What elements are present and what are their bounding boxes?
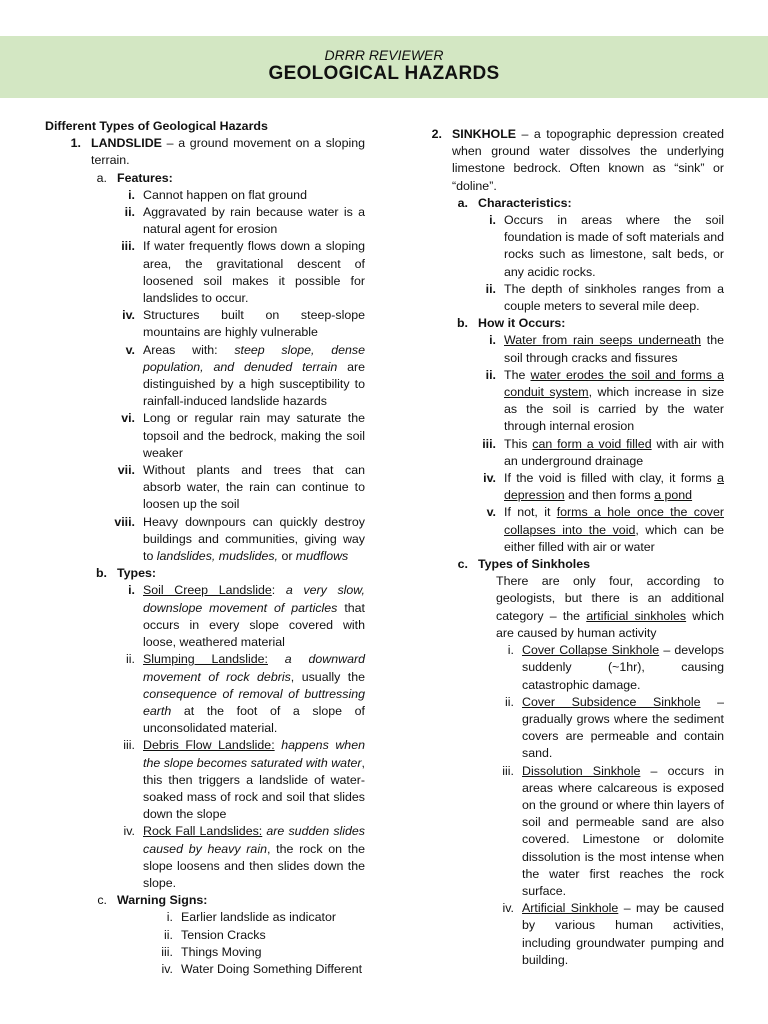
- list-item: ii. Tension Cracks: [164, 927, 266, 942]
- list-item: iii. Dissolution Sinkhole – occurs in areas where calcareous is exposed on the ground or where thin layers of soil and permeable sand are also covered. Limestone or dolomite dissolution is the most intense when the water first reaches the rock surface.: [502, 763, 724, 898]
- document-header: [0, 36, 768, 98]
- list-item: iv. Water Doing Something Different: [161, 961, 363, 976]
- document-subtitle: DRRR REVIEWER: [324, 47, 444, 63]
- list-item: vii. Without plants and trees that can absorb water, the rain can continue to loosen up the soil: [117, 463, 365, 512]
- section-heading: Different Types of Geological Hazards: [45, 119, 268, 133]
- list-item: ii. The depth of sinkholes ranges from a couple meters to several mile deep.: [485, 281, 724, 314]
- list-item: viii. Heavy downpours can quickly destroy buildings and communities, giving way to landslides, mudslides, or mudflows: [114, 514, 365, 564]
- types-intro: There are only four, according to geologists, but there is an additional category – the artificial sinkholes which are caused by human activity: [496, 574, 724, 640]
- list-item: i. Cover Collapse Sinkhole – develops suddenly (~1hr), causing catastrophic damage.: [507, 643, 724, 692]
- list-item: iv. Rock Fall Landslides: are sudden slides caused by heavy rain, the rock on the slope loosens and then slides down the slope.: [123, 824, 365, 890]
- list-item: i. Cannot happen on flat ground: [128, 187, 307, 202]
- characteristics-heading: a. Characteristics:: [457, 195, 572, 210]
- list-item: i. Water from rain seeps underneath the soil through cracks and fissures: [489, 333, 725, 365]
- right-column: [428, 126, 724, 969]
- sinkhole-entry: 2. SINKHOLE – a topographic depression created when ground water dissolves the underlying limestone bedrock. Often known as “sink” or “doline”.: [431, 127, 724, 193]
- left-column: [45, 118, 365, 978]
- list-item: ii. Slumping Landslide: a downward movement of rock debris, usually the consequence of removal of buttressing earth at the foot of a slope of unconsolidated material.: [126, 652, 365, 736]
- list-item: i. Earlier landslide as indicator: [166, 910, 336, 925]
- list-item: i. Occurs in areas where the soil foundation is made of soft materials and rocks such as limestone, salt beds, or any acidic rocks.: [489, 213, 724, 279]
- list-item: vi. Long or regular rain may saturate the topsoil and the bedrock, making the soil weaker: [121, 411, 365, 460]
- list-item: iii. If water frequently flows down a sloping area, the gravitational descent of loosened soil makes it possible for landslides to occur.: [121, 239, 365, 306]
- list-item: iii. Things Moving: [161, 944, 262, 959]
- list-item: iv. If the void is filled with clay, it forms a depression and then forms a pond: [483, 471, 724, 503]
- list-item: ii. Aggravated by rain because water is a natural agent for erosion: [124, 205, 365, 237]
- list-item: iii. Debris Flow Landslide: happens when the slope becomes saturated with water, this then triggers a landslide of water-soaked mass of rock and soil that slides down the slope: [123, 738, 365, 822]
- list-item: iv. Artificial Sinkhole – may be caused by various human activities, including groundwater pumping and building.: [502, 901, 724, 967]
- list-item: ii. Cover Subsidence Sinkhole – gradually grows where the sediment covers are permeable and contain sand.: [505, 694, 724, 761]
- list-item: v. If not, it forms a hole once the cover collapses into the void, which can be either filled with air or water: [486, 505, 725, 554]
- document-title: GEOLOGICAL HAZARDS: [268, 63, 500, 84]
- list-item: v. Areas with: steep slope, dense population, and denuded terrain are distinguished by a high susceptibility to rainfall-induced landslide hazards: [125, 342, 365, 409]
- warning-heading: c. Warning Signs:: [97, 893, 208, 908]
- types-heading: b. Types:: [95, 566, 157, 581]
- landslide-term: LANDSLIDE: [91, 136, 162, 151]
- list-item: i. Soil Creep Landslide: a very slow, downslope movement of particles that occurs in every slope covered with loose, weathered material: [128, 583, 366, 650]
- sinkhole-types-heading: c. Types of Sinkholes: [457, 557, 590, 572]
- sinkhole-term: SINKHOLE: [452, 127, 517, 141]
- list-item: iv. Structures built on steep-slope mountains are highly vulnerable: [122, 308, 365, 340]
- how-heading: b. How it Occurs:: [456, 316, 566, 331]
- features-heading: a. Features:: [96, 170, 173, 185]
- list-item: iii. This can form a void filled with air with an underground drainage: [482, 436, 725, 468]
- landslide-entry: 1. LANDSLIDE – a ground movement on a sloping terrain.: [70, 136, 365, 168]
- list-item: ii. The water erodes the soil and forms a conduit system, which increase in size as the soil is carried by the water through internal erosion: [485, 367, 725, 434]
